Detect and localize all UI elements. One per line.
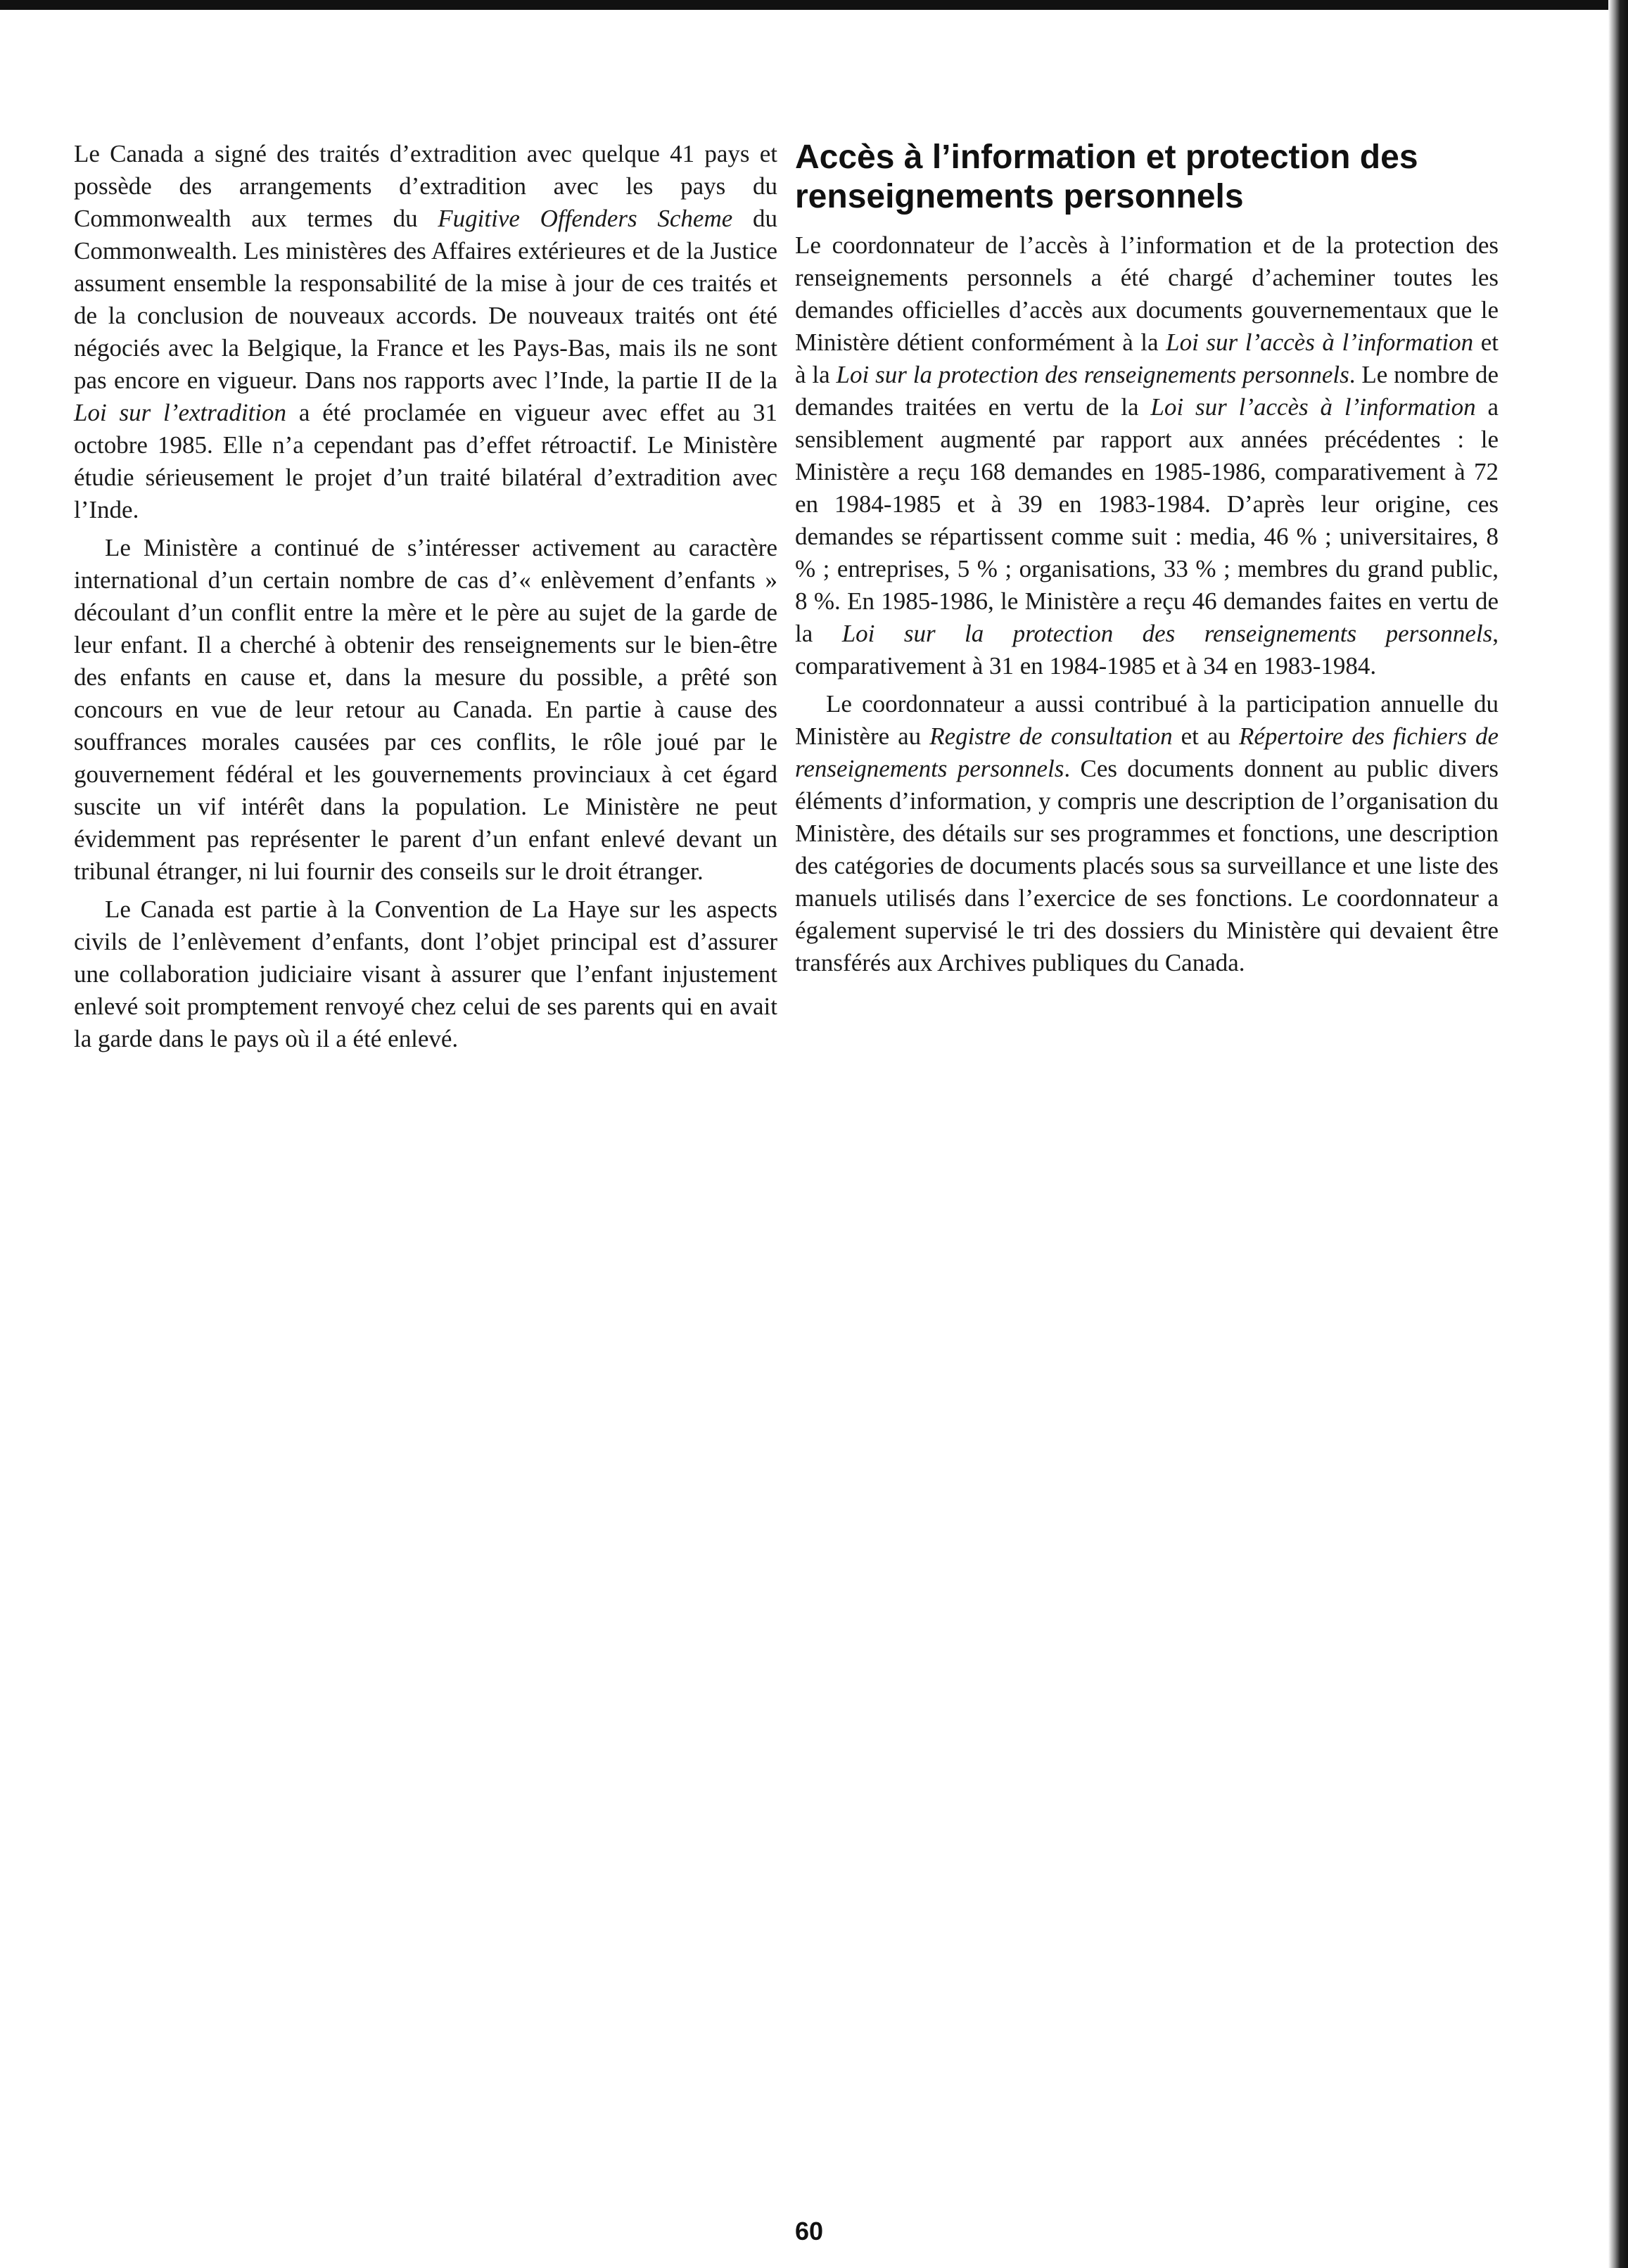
scan-right-edge <box>1608 0 1628 2268</box>
left-column <box>74 138 777 1055</box>
italic-title-segment: Loi sur la protection des renseignements personnels <box>836 361 1349 388</box>
text-segment: a sensiblement augmenté par rapport aux années précédentes : le Ministère a reçu 168 demandes en 1985-1986, comparativement à 72 en 1984-1985 et à 39 en 1983-1984. D’après leur origine, ces demandes se répartissent comme suit : media, 46 % ; universitaires, 8 % ; entreprises, 5 % ; organisations, 33 % ; membres du grand public, 8 %. En 1985-1986, le Ministère a reçu 46 demandes faites en vertu de la <box>795 393 1499 647</box>
text-segment: . Ces documents donnent au public divers éléments d’information, y compris une description de l’organisation du Ministère, des détails sur ses programmes et fonctions, une description des catégories de documents placés sous sa surveillance et une liste des manuels utilisés dans l’exercice de ses fonctions. Le coordonnateur a également supervisé le tri des dossiers du Ministère qui devaient être transférés aux Archives publiques du Canada. <box>795 755 1499 976</box>
body-paragraph <box>74 532 777 888</box>
text-segment: Le Canada est partie à la Convention de La Haye sur les aspects civils de l’enlèvement d’enfants, dont l’objet principal est d’assurer une collaboration judiciaire visant à assurer que l’enfant injustement enlevé soit promptement renvoyé chez celui de ses parents qui en avait la garde dans le pays où il a été enlevé. <box>74 896 777 1052</box>
italic-title-segment: Loi sur la protection des renseignements personnels <box>841 620 1493 647</box>
text-segment: Le coordonnateur a aussi contribué à la participation annuelle du Ministère au <box>795 690 1499 750</box>
page-number: 60 <box>794 2217 824 2245</box>
italic-title-segment: Loi sur l’extradition <box>74 399 287 426</box>
text-segment: , comparativement à 31 en 1984-1985 et à 34 en 1983-1984. <box>795 620 1499 680</box>
right-column <box>795 138 1499 979</box>
text-segment: Le coordonnateur de l’accès à l’information et de la protection des renseignements personnels a été chargé d’acheminer toutes les demandes officielles d’accès aux documents gouvernementaux que le Ministère détient conformément à la <box>795 231 1499 356</box>
section-heading: Accès à l’information et protection des renseignements personnels <box>795 139 1418 215</box>
body-paragraph <box>74 138 777 526</box>
text-segment: et à la <box>795 329 1499 388</box>
italic-title-segment: Loi sur l’accès à l’information <box>1166 329 1474 356</box>
italic-title-segment: Fugitive Offenders Scheme <box>438 205 733 232</box>
text-segment: et au <box>1172 722 1239 750</box>
body-paragraph <box>74 893 777 1055</box>
text-segment: Le Ministère a continué de s’intéresser activement au caractère international d’un certain nombre de cas d’« enlèvement d’enfants » découlant d’un conflit entre la mère et le père au sujet de la garde de leur enfant. Il a cherché à obtenir des renseignements sur le bien-être des enfants en cause et, dans la mesure du possible, a prêté son concours en vue de leur retour au Canada. En partie à cause des souffrances morales causées par ces conflits, le rôle joué par le gouvernement fédéral et les gouvernements provinciaux à cet égard suscite un vif intérêt dans la population. Le Ministère ne peut évidemment pas représenter le parent d’un enfant enlevé devant un tribunal étranger, ni lui fournir des conseils sur le droit étranger. <box>74 534 777 885</box>
italic-title-segment: Répertoire des fichiers de renseignements personnels <box>795 722 1499 782</box>
body-paragraph <box>795 229 1499 682</box>
text-segment: . Le nombre de demandes traitées en vertu de la <box>795 361 1499 421</box>
text-segment: a été proclamée en vigueur avec effet au 31 octobre 1985. Elle n’a cependant pas d’effet rétroactif. Le Ministère étudie sérieusement le projet d’un traité bilatéral d’extradition avec l’Inde. <box>74 399 777 523</box>
text-segment: du Commonwealth. Les ministères des Affaires extérieures et de la Justice assument ensemble la responsabilité de la mise à jour de ces traités et de la conclusion de nouveaux accords. De nouveaux traités ont été négociés avec la Belgique, la France et les Pays-Bas, mais ils ne sont pas encore en vigueur. Dans nos rapports avec l’Inde, la partie II de la <box>74 205 777 394</box>
scan-top-edge <box>0 0 1628 10</box>
italic-title-segment: Registre de consultation <box>929 722 1173 750</box>
text-segment: Le Canada a signé des traités d’extradition avec quelque 41 pays et possède des arrangements d’extradition avec les pays du Commonwealth aux termes du <box>74 140 777 232</box>
body-paragraph <box>795 688 1499 979</box>
italic-title-segment: Loi sur l’accès à l’information <box>1150 393 1476 421</box>
